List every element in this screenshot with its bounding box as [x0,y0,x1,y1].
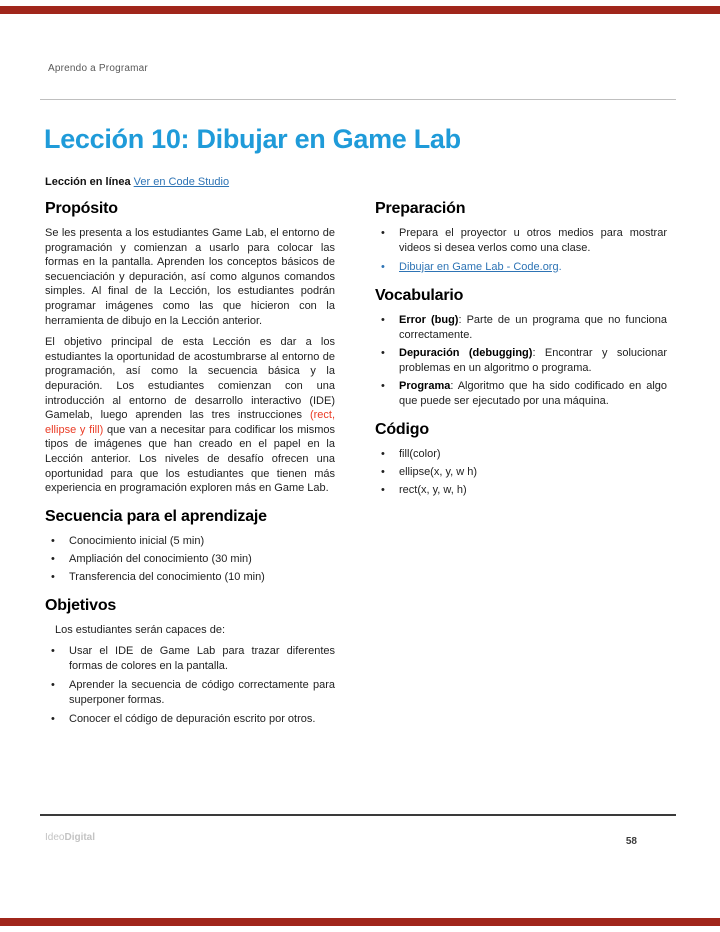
code-snippet: fill(color) [399,448,441,460]
list-item [45,678,335,708]
footer-brand [45,832,95,843]
code-snippet: ellipse(x, y, w h) [399,466,478,478]
vocab-definition: : Parte de un programa que no funciona correctamente. [399,314,667,341]
list-item-text: Conocer el código de depuración escrito por otros. [69,712,316,725]
section-heading-preparacion: Preparación [375,200,466,217]
codigo-list [375,447,667,498]
list-item [375,447,667,462]
paragraph2-text-pre: El objetivo principal de esta Lección es dar a los estudiantes la oportunidad de acostumbrarse al entorno de programación, así como la secuencia básica y la depuración. Los estudiantes comienzan con una introducción al entorno de desarrollo interactivo (IDE) Gamelab, luego aprenden las tres instrucciones [45,336,335,422]
bottom-accent-bar [0,918,720,926]
list-item-text: Transferencia del conocimiento (10 min) [69,570,265,583]
list-item [45,534,335,549]
list-item [375,379,667,409]
vocab-definition: : Encontrar y solucionar problemas en un algoritmo o programa. [399,347,667,374]
section-heading-codigo: Código [375,421,429,438]
link-suffix: . [558,261,562,273]
page-number: 58 [625,836,637,847]
paragraph2-text-post: que van a necesitar para codificar los mismos tipos de imágenes que han creado en el papel en la Lección anterior. Los niveles de desafío ofrecen una oportunidad para que los estudiantes que tienen más experiencia en programación exploren más en Game Lab. [45,423,335,495]
right-column [375,200,667,501]
list-item [45,570,335,585]
paragraph2-code-highlight: (rect, ellipse y fill) [45,409,335,436]
list-item [375,465,667,480]
footer-divider [40,814,676,816]
objetivos-list [45,644,335,727]
top-accent-bar [0,6,720,14]
objetivos-intro: Los estudiantes serán capaces de: [55,623,226,636]
list-item [45,644,335,674]
header-brand: Aprendo a Programar [48,63,148,74]
list-item [375,313,667,343]
gamelab-codeorg-link[interactable]: Dibujar en Game Lab - Code.org [399,261,559,273]
vocabulario-list [375,313,667,409]
footer-brand-bold: Digital [64,832,96,843]
left-column [45,200,335,731]
list-item [45,552,335,567]
list-item-link [375,260,667,275]
proposito-paragraph-1: Se les presenta a los estudiantes Game Lab, el entorno de programación y comienzan a usarlo para colocar las formas en la pantalla. Aprenden los conceptos básicos de secuenciación y depuración, así como algunos comandos simples. Al final de la Lección, los estudiantes podrán programar imágenes como las que hicieron con la herramienta de dibujo en la Lección anterior. [45,227,335,327]
secuencia-list [45,534,335,585]
section-heading-objetivos: Objetivos [45,596,117,614]
lesson-online-label: Lección en línea [45,176,131,188]
footer-brand-light: Ideo [45,832,65,843]
list-item-text: Ampliación del conocimiento (30 min) [69,552,252,565]
list-item-text: Usar el IDE de Game Lab para trazar diferentes formas de colores en la pantalla. [69,644,335,672]
list-item [45,712,335,727]
vocab-term: Error (bug) [399,314,459,326]
list-item [375,346,667,376]
preparacion-list [375,226,667,275]
section-heading-proposito: Propósito [45,200,118,217]
list-item [375,483,667,498]
list-item [375,226,667,256]
lesson-online-row [45,176,229,188]
section-heading-secuencia: Secuencia para el aprendizaje [45,507,267,525]
list-item-text: Conocimiento inicial (5 min) [69,534,205,547]
section-heading-vocabulario: Vocabulario [375,287,464,304]
vocab-definition: : Algoritmo que ha sido codificado en algo que puede ser ejecutado por una máquina. [399,380,667,407]
code-snippet: rect(x, y, w, h) [399,484,467,496]
vocab-term: Depuración (debugging) [399,347,533,359]
header-divider [40,99,676,100]
page-title: Lección 10: Dibujar en Game Lab [44,124,461,154]
vocab-term: Programa [399,380,451,392]
list-item-text: Aprender la secuencia de código correctamente para superponer formas. [69,678,335,706]
code-studio-link[interactable]: Ver en Code Studio [133,176,230,188]
proposito-paragraph-2 [45,335,335,496]
list-item-text: Prepara el proyector u otros medios para mostrar videos si desea verlos como una clase. [399,227,667,254]
